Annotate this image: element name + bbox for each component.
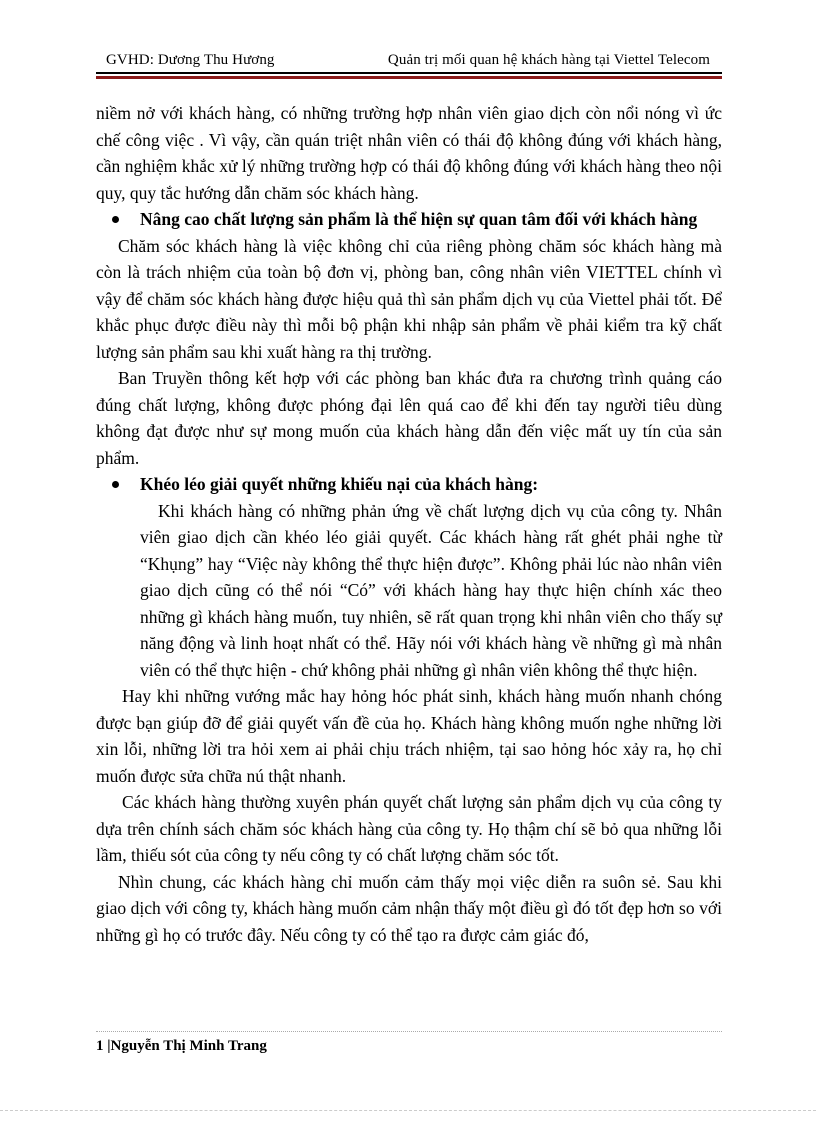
paragraph-3: Ban Truyền thông kết hợp với các phòng ban khác đưa ra chương trình quảng cáo đúng chất lượng, không được phóng đại lên quá cao để khi đến tay người tiêu dùng không đạt được như sự mong muốn của khách hàng dẫn đến việc mất uy tín của sản phẩm. bbox=[96, 368, 722, 468]
paragraph-6: Các khách hàng thường xuyên phán quyết chất lượng sản phẩm dịch vụ của công ty dựa trên chính sách chăm sóc khách hàng của công ty. Họ thậm chí sẽ bỏ qua những lỗi lầm, thiếu sót của công ty nếu công ty có chất lượng chăm sóc tốt. bbox=[96, 792, 722, 865]
page-header bbox=[96, 50, 722, 74]
header-rule bbox=[96, 72, 722, 74]
bullet-heading-1: Nâng cao chất lượng sản phẩm là thể hiện sự quan tâm đối với khách hàng bbox=[140, 209, 698, 229]
header-title: Quản trị mối quan hệ khách hàng tại Viettel Telecom bbox=[387, 52, 710, 68]
paragraph-2: Chăm sóc khách hàng là việc không chỉ của riêng phòng chăm sóc khách hàng mà còn là trách nhiệm của toàn bộ đơn vị, phòng ban, công nhân viên VIETTEL chính vì vậy để chăm sóc khách hàng được hiệu quả thì sản phẩm dịch vụ của Viettel phải tốt. Để khắc phục được điều này thì mỗi bộ phận khi nhập sản phẩm về phải kiểm tra kỹ chất lượng sản phẩm sau khi xuất hàng ra thị trường. bbox=[96, 235, 722, 362]
document-body bbox=[96, 100, 722, 948]
paragraph-1: niềm nở với khách hàng, có những trường hợp nhân viên giao dịch còn nổi nóng vì ức chế công việc . Vì vậy, cần quán triệt nhân viên có thái độ không đúng với khách hàng, cần nghiệm khắc xử lý những trường hợp có thái độ không đúng với khách hàng theo nội quy, quy tắc hướng dẫn chăm sóc khách hàng. bbox=[96, 103, 722, 203]
header-advisor: GVHD: Dương Thu Hương bbox=[106, 52, 275, 68]
paragraph-4: Khi khách hàng có những phản ứng về chất lượng dịch vụ của công ty. Nhân viên giao dịch cần khéo léo giải quyết. Các khách hàng rất ghét phải nghe từ “Khụng” hay “Việc này không thể thực hiện được”. Không phải lúc nào nhân viên giao dịch cũng có thể nói “Có” với khách hàng hay thực hiện chính xác theo những gì khách hàng muốn, tuy nhiên, sẽ rất quan trọng khi nhân viên cho thấy sự năng động và linh hoạt nhất có thể. Hãy nói với khách hàng về những gì mà nhân viên có thể thực hiện - chứ không phải những gì nhân viên không thể thực hiện. bbox=[140, 500, 722, 680]
paragraph-5: Hay khi những vướng mắc hay hỏng hóc phát sinh, khách hàng muốn nhanh chóng được bạn giúp đỡ để giải quyết vấn đề của họ. Khách hàng không muốn nghe những lời xin lỗi, những lời tra hỏi xem ai phải chịu trách nhiệm, tại sao hỏng hóc xảy ra, họ chỉ muốn được sửa chữa nú thật nhanh. bbox=[96, 686, 722, 786]
bullet-dot-icon bbox=[112, 216, 119, 223]
bullet-item-quality bbox=[96, 206, 722, 233]
bullet-heading-2: Khéo léo giải quyết những khiếu nại của khách hàng: bbox=[140, 474, 539, 494]
page-edge-divider bbox=[0, 1110, 816, 1111]
paragraph-7: Nhìn chung, các khách hàng chỉ muốn cảm thấy mọi việc diễn ra suôn sẻ. Sau khi giao dịch với công ty, khách hàng muốn cảm nhận thấy một điều gì đó tốt đẹp hơn so với những gì họ có trước đây. Nếu công ty có thể tạo ra được cảm giác đó, bbox=[96, 871, 722, 945]
bullet-dot-icon bbox=[112, 481, 119, 488]
page-footer: 1 |Nguyễn Thị Minh Trang bbox=[96, 1038, 267, 1054]
indented-block bbox=[96, 498, 722, 684]
footer-rule bbox=[96, 1031, 722, 1032]
bullet-item-complaints bbox=[96, 471, 722, 498]
header-rule-accent bbox=[96, 76, 722, 79]
